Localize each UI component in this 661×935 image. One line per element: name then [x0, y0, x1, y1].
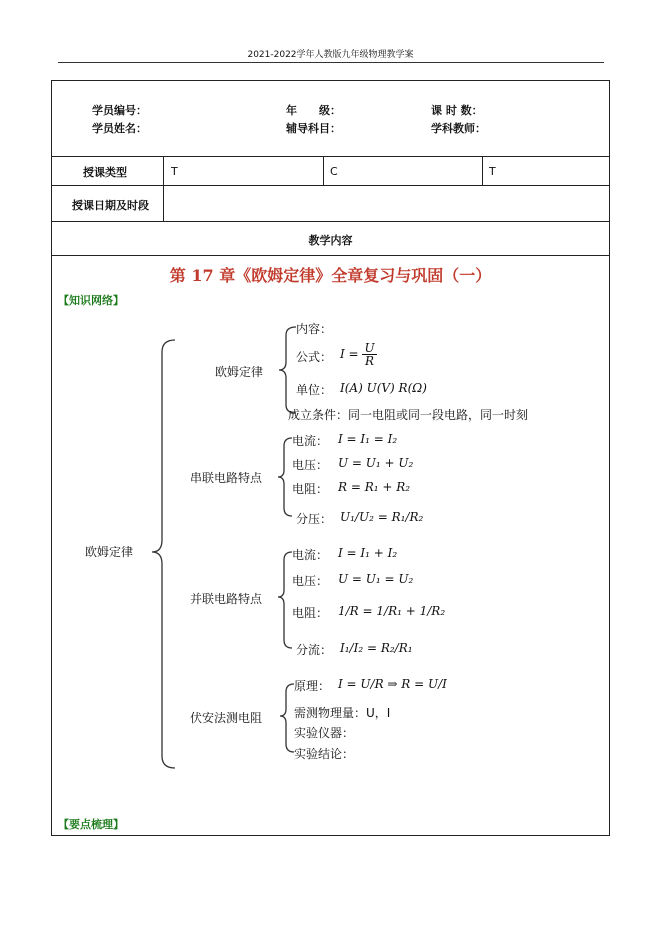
principle-label: 原理： — [294, 679, 331, 693]
parallel-resistance-label: 电阻： — [292, 606, 329, 620]
student-no-label: 学员编号： — [92, 104, 147, 117]
instruments: 实验仪器： — [294, 726, 355, 740]
chapter-title: 第 17 章《欧姆定律》全章复习与巩固（一） — [169, 266, 492, 285]
parallel-current: I = I₁ + I₂ — [338, 546, 398, 560]
diagram-root: 欧姆定律 — [85, 545, 134, 559]
parallel-divider-label: 分流： — [296, 643, 333, 657]
series-divider: U₁/U₂ = R₁/R₂ — [340, 510, 424, 524]
page-header: 2021-2022学年人教版九年级物理教学案 — [247, 50, 414, 60]
grade-label: 年 级： — [286, 104, 341, 117]
brace-ohm — [279, 327, 296, 413]
series-resistance-label: 电阻： — [292, 482, 329, 496]
knowledge-network-tag: 【知识网络】 — [58, 294, 124, 307]
subject-label: 辅导科目： — [286, 122, 341, 135]
content-label: 教学内容 — [308, 234, 353, 247]
lesson-type-label: 授课类型 — [83, 166, 127, 179]
measured-quantities: 需测物理量：U，I — [294, 706, 391, 720]
series-resistance: R = R₁ + R₂ — [338, 480, 411, 494]
formula-units: I(A) U(V) R(Ω) — [340, 381, 427, 395]
group-ohm-law: 欧姆定律 — [215, 365, 264, 379]
lesson-type-1: T — [171, 165, 178, 178]
conclusion: 实验结论： — [294, 747, 355, 761]
series-voltage: U = U₁ + U₂ — [338, 456, 414, 470]
series-current: I = I₁ = I₂ — [338, 432, 398, 446]
brace-parallel — [278, 552, 292, 648]
series-divider-label: 分压： — [296, 512, 333, 526]
root-brace — [152, 340, 175, 768]
series-current-label: 电流： — [292, 434, 329, 448]
item-content: 内容： — [296, 322, 333, 336]
item-condition: 成立条件：同一电阻或同一段电路，同一时刻 — [288, 408, 529, 422]
group-parallel: 并联电路特点 — [190, 592, 263, 606]
student-name-label: 学员姓名： — [92, 122, 147, 135]
lesson-type-3: T — [489, 165, 496, 178]
principle-formula: I = U/R ⇒ R = U/I — [338, 677, 447, 691]
brace-voltammetry — [280, 684, 294, 752]
formula-ohm: I = $\frac{U}{R}$ — [340, 341, 375, 368]
parallel-divider: I₁/I₂ = R₂/R₁ — [340, 641, 413, 655]
key-points-tag: 【要点梳理】 — [58, 818, 124, 831]
lesson-type-2: C — [330, 165, 338, 178]
group-series: 串联电路特点 — [190, 471, 263, 485]
group-voltammetry: 伏安法测电阻 — [190, 711, 263, 725]
parallel-current-label: 电流： — [292, 548, 329, 562]
parallel-voltage: U = U₁ = U₂ — [338, 572, 414, 586]
date-label: 授课日期及时段 — [72, 199, 149, 212]
parallel-voltage-label: 电压： — [292, 574, 329, 588]
item-formula-label: 公式： — [296, 350, 333, 364]
item-unit-label: 单位： — [296, 383, 333, 397]
series-voltage-label: 电压： — [292, 458, 329, 472]
teacher-label: 学科教师： — [431, 122, 486, 135]
brace-series — [278, 438, 292, 516]
parallel-resistance: 1/R = 1/R₁ + 1/R₂ — [338, 604, 446, 618]
hours-label: 课 时 数： — [431, 104, 483, 117]
